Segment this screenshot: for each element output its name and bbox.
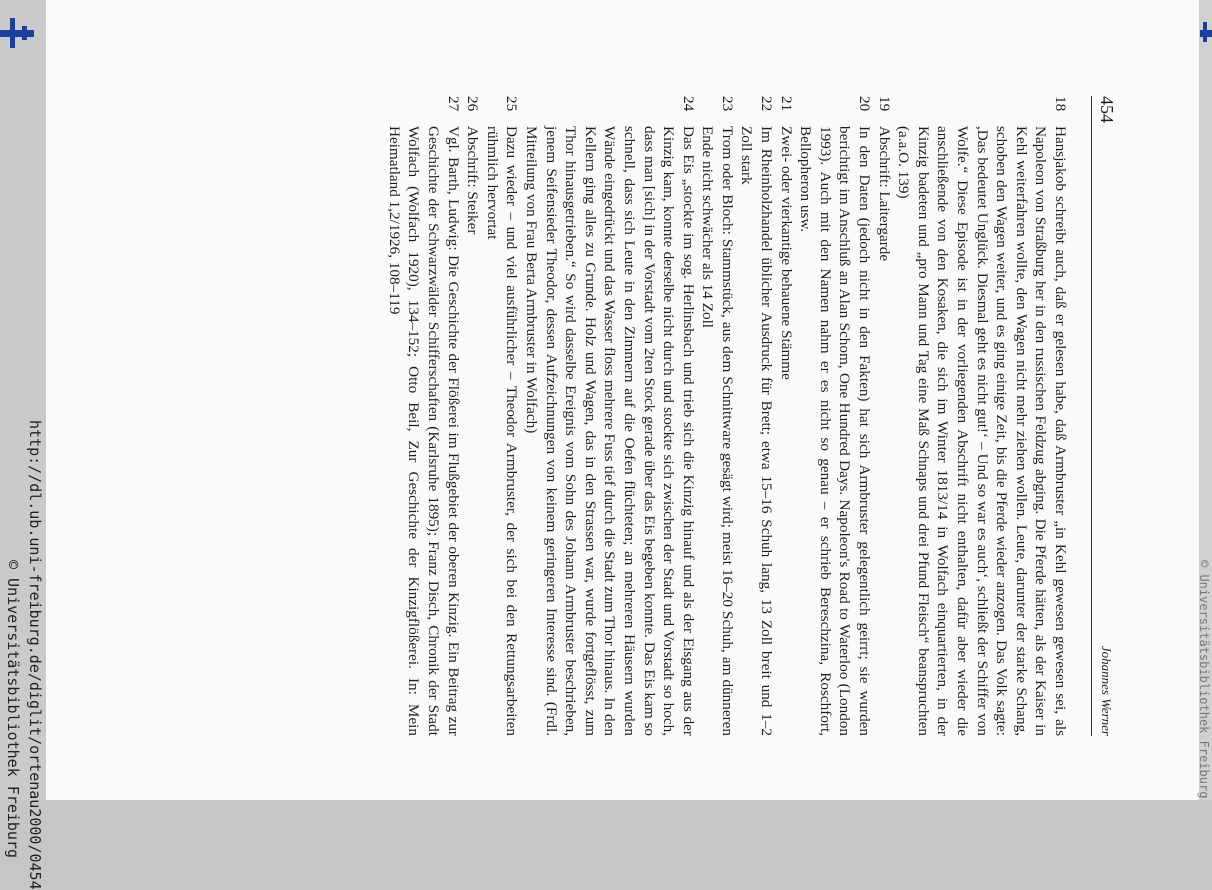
footnote: [384, 96, 462, 736]
footnote: [482, 96, 521, 736]
watermark-copyright-faded: © Universitätsbibliothek Freiburg: [1197, 560, 1211, 799]
running-head: Johannes Werner: [1098, 645, 1114, 736]
footnote-text: Zwei- oder vierkantige behauene Stämme: [777, 126, 795, 380]
footnote: [796, 96, 874, 736]
footnote-number: 21: [777, 96, 795, 112]
footnote-text: Im Rheinholzhandel üblicher Ausdruck für Brett; etwa 15–16 Schuh lang, 13 Zoll breit und 1–2 Zoll stark: [738, 126, 776, 736]
footnote-number: 22: [758, 96, 776, 112]
footnote: [894, 96, 1070, 736]
footnote: [698, 96, 737, 736]
footnote-text: Dazu wieder – und viel ausführlicher – Theodor Armbruster, der sich bei den Rettungsarbeiten rühmlich hervortat: [483, 126, 521, 736]
footnote-number: 23: [718, 96, 736, 112]
page-number: 454: [1096, 96, 1117, 123]
footnote-number: 24: [679, 96, 697, 112]
footnote-text: Das Eis „stockte im sog. Herlinsbach und trieb sich die Kinzig hinauf und als der Eisgang aus der Kinzig kam, konnte derselbe nicht durch und stockte sich zwischen der Stadt und Vorstadt so hoch, dass man [sich] in der Vorstadt vom 2ten Stock gerade über das Eis begeben konnte. Das Eis kam so schnell, dass sich Leute in den Zimmern auf die Oefen flüchteten; an mehreren Häusern wurden Wände eingedrückt und das Wasser floss mehrere Fuss tief durch die Stadt zum Thor hinaus. In den Kellern ging alles zu Grunde. Holz und Wagen, das in den Strassen war, wurde fortgeflösst, zum Thor hinausgetrieben.“ So wird dasselbe Ereignis vom Sohn des Johann Armbruster beschrieben, jenem Seifensieder Theodor, dessen Aufzeichnungen von keinem geringeren Interesse sind. (Frdl. Mitteilung von Frau Berta Armbruster in Wolfach): [522, 126, 697, 736]
footnote-text: Trom oder Bloch: Stammstück, aus dem Schnittware gesägt wird; meist 16–20 Schuh, am dünneren Ende nicht schwächer als 14 Zoll: [699, 126, 736, 736]
footnote-text: Hansjakob schreibt auch, daß er gelesen habe, daß Armbruster „in Kehl gewesen gewesen sei, als Napoleon von Straßburg her in den russischen Feldzug abging. Die Pferde hätten, als der Kaiser in Kehl weiterfahren wollte, den Wagen nicht mehr ziehen wollen. Leute, darunter der starke Schang, schoben den Wagen weiter, und es ging einige Zeit, bis die Pferde wieder anzogen. Das Volk sagte: ,Das bedeutet Unglück. Diesmal geht es nicht gut!‘ – Und so war es auch‘, schließt der Schiffer von Wolfe.“ Diese Episode ist in der vorliegenden Abschrift nicht enthalten, dafür aber wieder die anschließende von den Kosaken, die sich im Winter 1813/14 in Wolfach einquartierten, in der Kinzig badeten und „pro Mann und Tag eine Maß Schnaps und drei Pfund Fleisch“ beanspruchten (a.a.O. 139): [895, 126, 1069, 736]
footnote-text: Vgl. Barth, Ludwig: Die Geschichte der Flößerei im Flußgebiet der oberen Kinzig. Ein Beitrag zur Geschichte der Schwarzwälder Schifferschaften (Karlsruhe 1895); Franz Disch, Chronik der Stadt Wolfach (Wolfach 1920), 134–152; Otto Beil, Zur Geschichte der Kinzigflößerei. In: Mein Heimatland 1,2/1926, 108–119: [385, 126, 462, 736]
footnote: [776, 96, 796, 736]
footnote: [737, 96, 776, 736]
footnote-number: 25: [503, 96, 521, 112]
footnote-number: 27: [444, 96, 462, 112]
footnote-number: 19: [875, 96, 893, 112]
footnote-number: 18: [1052, 96, 1069, 112]
footnote-text: In den Daten (jedoch nicht in den Fakten) hat sich Armbruster gelegentlich geirrt; sie wurden berichtigt im Anschluß an Alan Schom, One Hundred Days. Napoleon's Road to Waterloo (London 1993). Auch mit den Namen nahm er es nicht so genau – er schrieb Bereschzina, Roschfort, Bellopheron usw.: [797, 126, 874, 736]
watermark-url: http://dl.ub.uni-freiburg.de/diglit/ortenau2000/0454: [26, 420, 44, 890]
rotated-book-page: [342, 96, 1122, 736]
footnote: [521, 96, 697, 736]
footnote-text: Abschrift: Steiker: [464, 126, 482, 235]
footnote-number: 20: [856, 96, 874, 112]
footnote: [874, 96, 894, 736]
footnote-number: 26: [464, 96, 482, 112]
footnote-text: Abschrift: Laitergarde: [875, 126, 893, 262]
footnotes: [384, 96, 1070, 736]
page-header: [1091, 96, 1122, 736]
footnote: [463, 96, 483, 736]
watermark-copyright: © Universitätsbibliothek Freiburg: [4, 560, 22, 859]
